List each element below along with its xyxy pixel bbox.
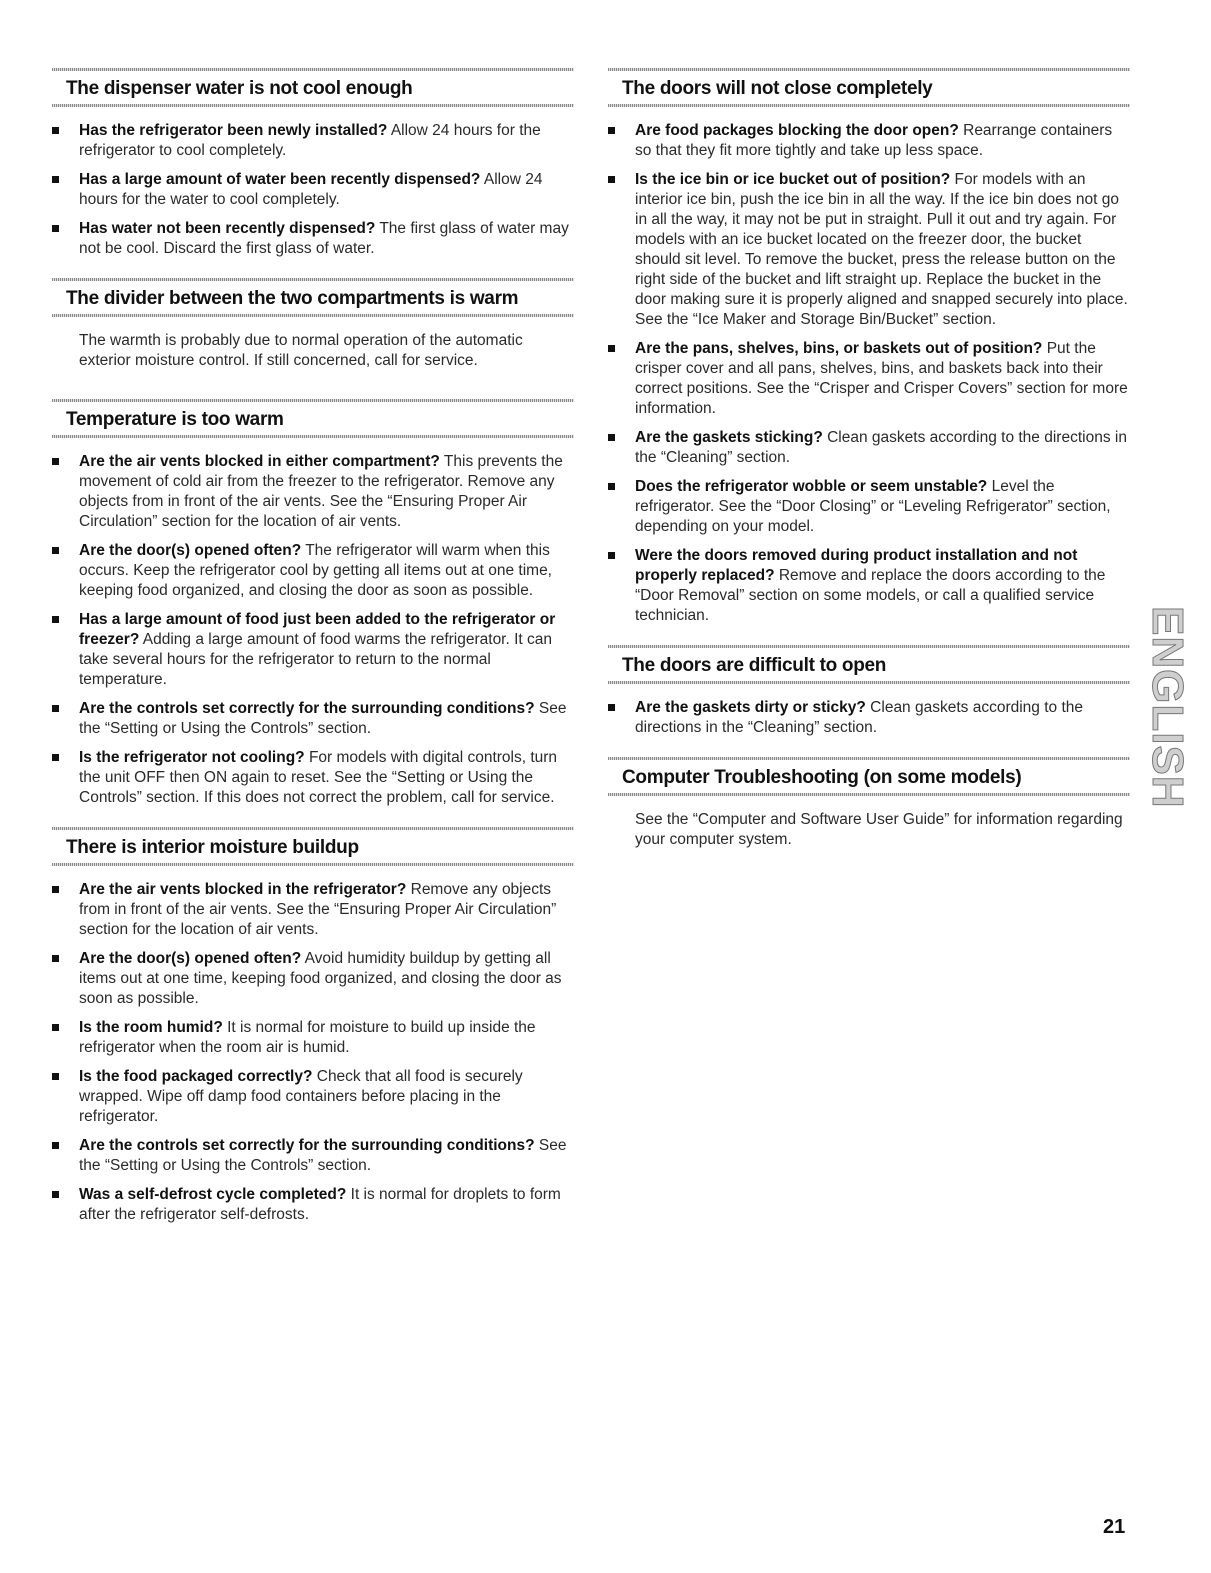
list-item: [608, 698, 1130, 738]
answer-text: Allow 24 hours for the refrigerator to cool completely.: [79, 122, 541, 159]
section-title: The doors will not close completely: [622, 78, 933, 99]
section-divider-warm: [52, 278, 574, 399]
question-text: Are the air vents blocked in the refrigerator?: [79, 881, 407, 898]
question-text: Are the controls set correctly for the surrounding conditions?: [79, 1137, 535, 1154]
list-item: [608, 339, 1130, 419]
bullet-icon: [52, 547, 59, 554]
left-column: [52, 68, 574, 1234]
answer-text: Allow 24 hours for the water to cool completely.: [79, 171, 543, 208]
section-doors-difficult: [608, 645, 1130, 757]
section-title: The dispenser water is not cool enough: [66, 78, 413, 99]
section-title: There is interior moisture buildup: [66, 837, 359, 858]
bullet-icon: [52, 225, 59, 232]
bullet-icon: [52, 886, 59, 893]
question-text: Are the gaskets dirty or sticky?: [635, 699, 866, 716]
answer-text: For models with digital controls, turn the unit OFF then ON again to reset. See the “Setting or Using the Controls” section. If this does not correct the problem, call for service.: [79, 749, 558, 806]
list-item: [52, 1136, 574, 1176]
answer-text: See the “Setting or Using the Controls” section.: [79, 700, 567, 737]
section-header: [608, 68, 1130, 107]
bullet-icon: [608, 127, 615, 134]
section-header: [52, 68, 574, 107]
list-item: [52, 1067, 574, 1127]
answer-text: It is normal for moisture to build up inside the refrigerator when the room air is humid.: [79, 1019, 536, 1056]
list-item: [608, 477, 1130, 537]
answer-text: See the “Setting or Using the Controls” section.: [79, 1137, 567, 1174]
bullet-icon: [52, 955, 59, 962]
question-text: Does the refrigerator wobble or seem unstable?: [635, 478, 988, 495]
section-computer-troubleshooting: [608, 757, 1130, 850]
bullet-icon: [608, 434, 615, 441]
page-number: 21: [1103, 1516, 1126, 1538]
question-text: Were the doors removed during product installation and not properly replaced?: [635, 547, 1078, 584]
answer-text: Avoid humidity buildup by getting all items out at one time, keeping food organized, and closing the door as soon as possible.: [79, 950, 562, 1007]
question-text: Are food packages blocking the door open?: [635, 122, 959, 139]
bullet-icon: [52, 458, 59, 465]
question-text: Has a large amount of food just been added to the refrigerator or freezer?: [79, 611, 556, 648]
bullet-icon: [52, 127, 59, 134]
bullet-icon: [52, 176, 59, 183]
section-temperature-warm: [52, 399, 574, 827]
list-item: [608, 428, 1130, 468]
section-title: The divider between the two compartments is warm: [66, 288, 519, 309]
section-title: Computer Troubleshooting (on some models): [622, 767, 1022, 788]
bullet-icon: [52, 1191, 59, 1198]
language-side-tab: [1143, 565, 1192, 850]
question-text: Is the room humid?: [79, 1019, 223, 1036]
section-moisture-buildup: [52, 827, 574, 1225]
question-text: Is the food packaged correctly?: [79, 1068, 313, 1085]
question-list: [52, 121, 574, 259]
question-text: Is the refrigerator not cooling?: [79, 749, 305, 766]
question-list: [608, 698, 1130, 738]
section-title: Temperature is too warm: [66, 409, 284, 430]
list-item: [52, 699, 574, 739]
bullet-icon: [608, 483, 615, 490]
answer-text: The first glass of water may not be cool. Discard the first glass of water.: [79, 220, 569, 257]
section-header: [52, 278, 574, 317]
list-item: [52, 452, 574, 532]
answer-text: Rearrange containers so that they fit more tightly and take up less space.: [635, 122, 1113, 159]
section-header: [608, 757, 1130, 796]
list-item: [52, 748, 574, 808]
answer-text: It is normal for droplets to form after the refrigerator self-defrosts.: [79, 1186, 561, 1223]
list-item: [52, 219, 574, 259]
list-item: [52, 121, 574, 161]
question-text: Are the door(s) opened often?: [79, 542, 302, 559]
list-item: [52, 1018, 574, 1058]
answer-text: The refrigerator will warm when this occurs. Keep the refrigerator cool by getting all items out at one time, keeping food organized, and closing the door as soon as possible.: [79, 542, 552, 599]
section-paragraph: See the “Computer and Software User Guide” for information regarding your computer system.: [635, 811, 1123, 848]
list-item: [52, 1185, 574, 1225]
bullet-icon: [608, 345, 615, 352]
section-doors-not-close: [608, 68, 1130, 645]
section-title: The doors are difficult to open: [622, 655, 887, 676]
answer-text: For models with an interior ice bin, push the ice bin in all the way. If the ice bin does not go in all the way, it may not be put in straight. Pull it out and try again. For models with an ice bucket located on the freezer door, the bucket should sit level. To remove the bucket, press the release button on the right side of the bucket and lift straight up. Replace the bucket in the door making sure it is properly aligned and snapped securely into place. See the “Ice Maker and Storage Bin/Bucket” section.: [635, 171, 1128, 328]
question-text: Are the controls set correctly for the surrounding conditions?: [79, 700, 535, 717]
list-item: [52, 541, 574, 601]
list-item: [52, 949, 574, 1009]
answer-text: Clean gaskets according to the directions in the “Cleaning” section.: [635, 699, 1084, 736]
question-text: Has a large amount of water been recently dispensed?: [79, 171, 481, 188]
section-dispenser-water: [52, 68, 574, 278]
answer-text: Level the refrigerator. See the “Door Closing” or “Leveling Refrigerator” section, depending on your model.: [635, 478, 1111, 535]
answer-text: This prevents the movement of cold air from the freezer to the refrigerator. Remove any objects from in front of the air vents. See the “Ensuring Proper Air Circulation” section for the location of air vents.: [79, 453, 563, 530]
bullet-icon: [52, 1073, 59, 1080]
answer-text: Remove any objects from in front of the air vents. See the “Ensuring Proper Air Circulation” section for the location of air vents.: [79, 881, 557, 938]
bullet-icon: [52, 616, 59, 623]
answer-text: Check that all food is securely wrapped. Wipe off damp food containers before placing in the refrigerator.: [79, 1068, 523, 1125]
answer-text: Adding a large amount of food warms the refrigerator. It can take several hours for the refrigerator to return to the normal temperature.: [79, 631, 553, 688]
question-text: Are the air vents blocked in either compartment?: [79, 453, 440, 470]
section-header: [52, 399, 574, 438]
bullet-icon: [608, 552, 615, 559]
bullet-icon: [52, 754, 59, 761]
bullet-icon: [608, 704, 615, 711]
answer-text: Remove and replace the doors according to the “Door Removal” section on some models, or call a qualified service technician.: [635, 567, 1106, 624]
list-item: [52, 610, 574, 690]
right-column: [608, 68, 1130, 868]
list-item: [608, 121, 1130, 161]
language-tab-label: ENGLISH: [1143, 606, 1192, 809]
answer-text: Clean gaskets according to the directions in the “Cleaning” section.: [635, 429, 1127, 466]
question-text: Has water not been recently dispensed?: [79, 220, 376, 237]
question-list: [52, 880, 574, 1225]
list-item: [608, 546, 1130, 626]
question-list: [608, 121, 1130, 626]
question-text: Has the refrigerator been newly installed?: [79, 122, 388, 139]
question-text: Are the gaskets sticking?: [635, 429, 823, 446]
question-text: Are the door(s) opened often?: [79, 950, 302, 967]
question-text: Was a self-defrost cycle completed?: [79, 1186, 347, 1203]
bullet-icon: [608, 176, 615, 183]
bullet-icon: [52, 705, 59, 712]
section-header: [608, 645, 1130, 684]
question-text: Is the ice bin or ice bucket out of position?: [635, 171, 951, 188]
list-item: [52, 880, 574, 940]
answer-text: Put the crisper cover and all pans, shelves, bins, and baskets back into their correct positions. See the “Crisper and Crisper Covers” section for more information.: [635, 340, 1128, 417]
section-header: [52, 827, 574, 866]
bullet-icon: [52, 1024, 59, 1031]
list-item: [608, 170, 1130, 330]
question-list: [52, 452, 574, 808]
bullet-icon: [52, 1142, 59, 1149]
list-item: [52, 170, 574, 210]
question-text: Are the pans, shelves, bins, or baskets out of position?: [635, 340, 1043, 357]
section-paragraph: The warmth is probably due to normal operation of the automatic exterior moisture control. If still concerned, call for service.: [79, 332, 523, 369]
